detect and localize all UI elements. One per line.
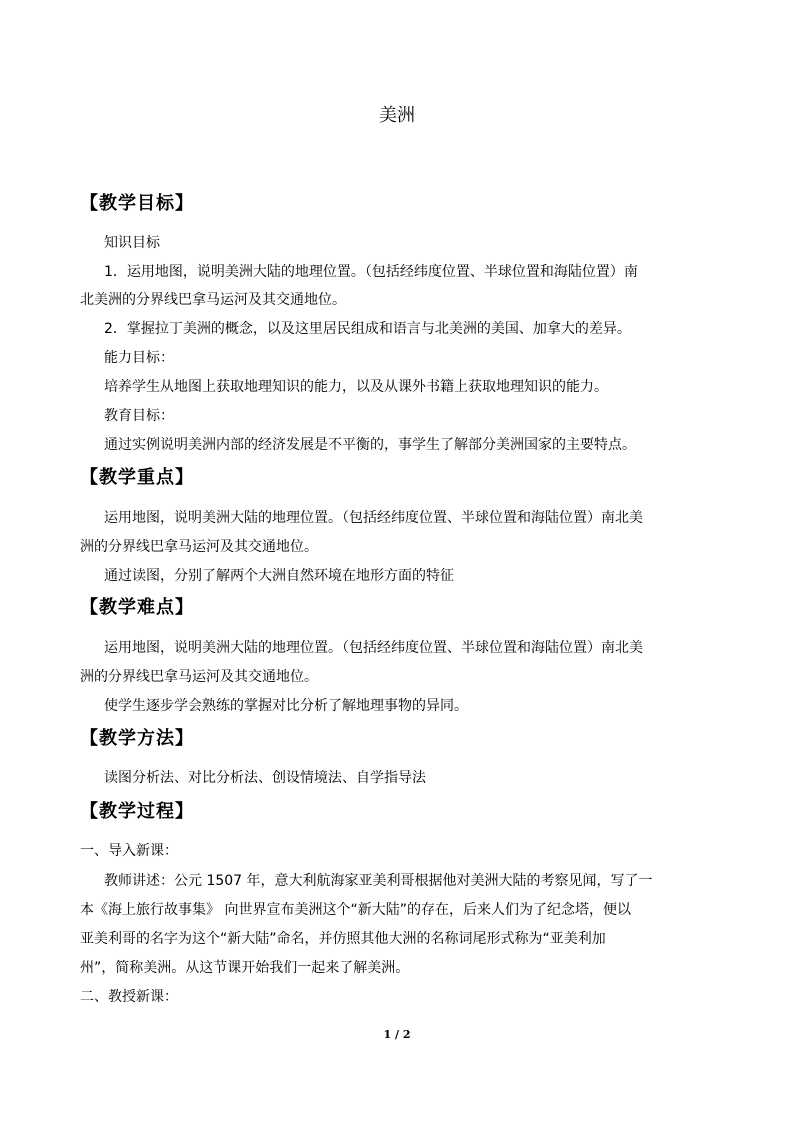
paragraph-line: 2．掌握拉丁美洲的概念，以及这里居民组成和语言与北美洲的美国、加拿大的差异。 — [104, 321, 631, 337]
paragraph-line: 读图分析法、对比分析法、创设情境法、自学指导法 — [104, 770, 426, 786]
paragraph-line: 培养学生从地图上获取地理知识的能力，以及从课外书籍上获取地理知识的能力。 — [104, 379, 608, 395]
heading-key-points: 【教学重点】 — [80, 467, 194, 488]
paragraph-line: 教育目标： — [104, 408, 174, 424]
paragraph-line: 运用地图，说明美洲大陆的地理位置。（包括经纬度位置、半球位置和海陆位置）南北美 — [104, 640, 643, 656]
paragraph-line: 教师讲述：公元 1507 年，意大利航海家亚美利哥根据他对美洲大陆的考察见闻，写了一 — [104, 873, 653, 889]
paragraph-line: 北美洲的分界线巴拿马运河及其交通地位。 — [80, 292, 346, 308]
paragraph-line: 洲的分界线巴拿马运河及其交通地位。 — [80, 539, 318, 555]
paragraph-line: 二、教授新课： — [80, 989, 178, 1005]
paragraph-line: 运用地图，说明美洲大陆的地理位置。（包括经纬度位置、半球位置和海陆位置）南北美 — [104, 510, 643, 526]
paragraph-line: 通过读图，分别了解两个大洲自然环境在地形方面的特征 — [104, 568, 454, 584]
paragraph-line: 使学生逐步学会熟练的掌握对比分析了解地理事物的异同。 — [104, 698, 468, 714]
heading-objectives: 【教学目标】 — [80, 193, 194, 214]
heading-process: 【教学过程】 — [80, 801, 194, 822]
paragraph-line: 亚美利哥的名字为这个“新大陆”命名，并仿照其他大洲的名称词尾形式称为“亚美利加 — [80, 931, 606, 947]
paragraph-line: 1．运用地图，说明美洲大陆的地理位置。（包括经纬度位置、半球位置和海陆位置）南 — [104, 264, 638, 280]
document-title: 美洲 — [379, 105, 415, 126]
paragraph-line: 本《海上旅行故事集》 向世界宣布美洲这个“新大陆”的存在，后来人们为了纪念塔，便以 — [80, 902, 631, 918]
paragraph-line: 一、导入新课： — [80, 843, 178, 859]
paragraph-line: 州”，简称美洲。从这节课开始我们一起来了解美洲。 — [80, 960, 410, 976]
heading-difficulties: 【教学难点】 — [80, 597, 194, 618]
paragraph-line: 知识目标 — [104, 235, 160, 251]
page-number: 1 / 2 — [383, 1028, 411, 1041]
paragraph-line: 通过实例说明美洲内部的经济发展是不平衡的，事学生了解部分美洲国家的主要特点。 — [104, 437, 636, 453]
paragraph-line: 洲的分界线巴拿马运河及其交通地位。 — [80, 669, 318, 685]
heading-methods: 【教学方法】 — [80, 728, 194, 749]
paragraph-line: 能力目标： — [104, 350, 174, 366]
